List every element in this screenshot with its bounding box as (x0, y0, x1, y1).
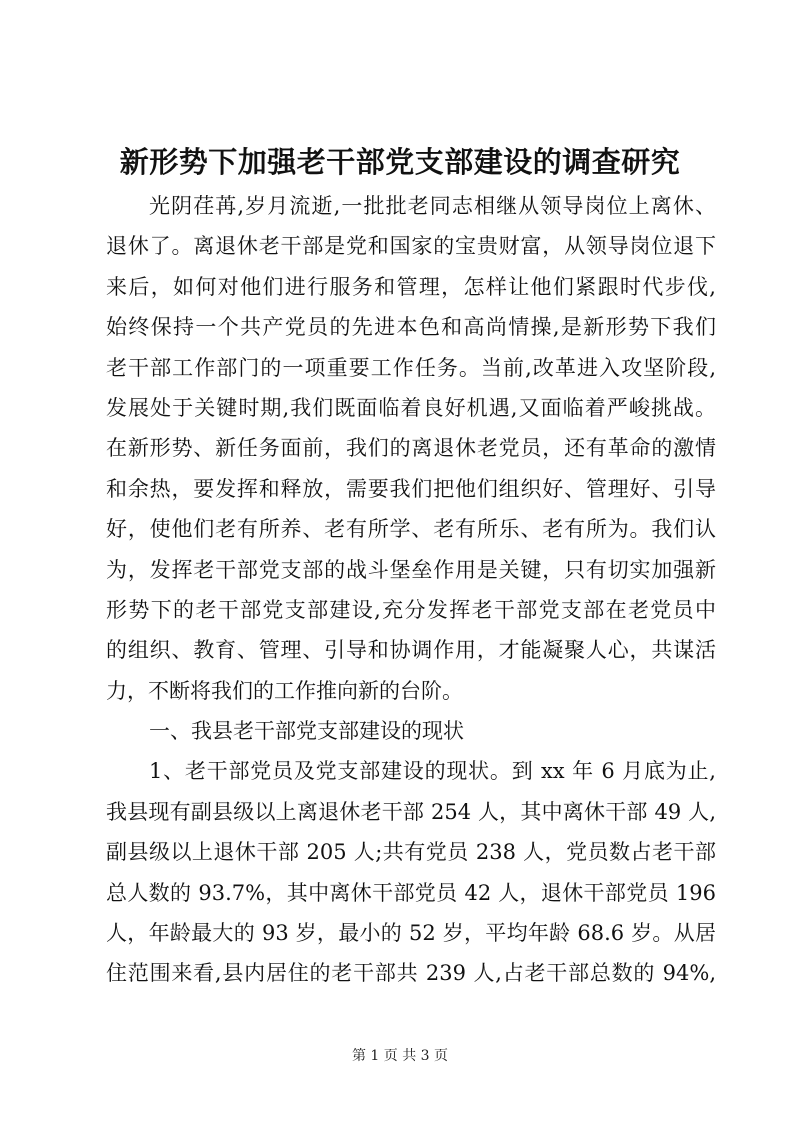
body-line: 老干部工作部门的一项重要工作任务。当前,改革进入攻坚阶段, (106, 355, 716, 380)
body-line: 形势下的老干部党支部建设,充分发挥老干部党支部在老党员中 (106, 597, 716, 622)
section-heading: 一、我县老干部党支部建设的现状 (149, 719, 464, 744)
body-line: 住范围来看,县内居住的老干部共 239 人,占老干部总数的 94%, (106, 961, 716, 986)
body-line: 总人数的 93.7%，其中离休干部党员 42 人，退休干部党员 196 (106, 880, 716, 905)
body-line: 光阴荏苒,岁月流逝,一批批老同志相继从领导岗位上离休、 (149, 194, 716, 218)
body-line: 1、老干部党员及党支部建设的现状。到 xx 年 6 月底为止, (149, 759, 716, 784)
body-line: 始终保持一个共产党员的先进本色和高尚情操,是新形势下我们 (106, 315, 716, 340)
document-title: 新形势下加强老干部党支部建设的调查研究 (119, 145, 681, 179)
body-line: 和余热，要发挥和释放，需要我们把他们组织好、管理好、引导 (106, 476, 716, 501)
body-line: 退休了。离退休老干部是党和国家的宝贵财富，从领导岗位退下 (106, 234, 716, 259)
document-body (106, 186, 716, 994)
body-line: 为，发挥老干部党支部的战斗堡垒作用是关键，只有切实加强新 (106, 557, 716, 582)
body-line: 人，年龄最大的 93 岁，最小的 52 岁，平均年龄 68.6 岁。从居 (106, 921, 716, 946)
body-line: 副县级以上退休干部 205 人;共有党员 238 人，党员数占老干部 (106, 840, 716, 865)
body-line: 好，使他们老有所养、老有所学、老有所乐、老有所为。我们认 (106, 517, 716, 542)
body-line: 来后，如何对他们进行服务和管理，怎样让他们紧跟时代步伐, (106, 274, 716, 299)
body-line: 的组织、教育、管理、引导和协调作用，才能凝聚人心，共谋活 (106, 638, 716, 663)
body-line: 在新形势、新任务面前，我们的离退休老党员，还有革命的激情 (106, 436, 716, 461)
body-line: 我县现有副县级以上离退休老干部 254 人，其中离休干部 49 人, (106, 799, 716, 824)
page-number-footer: 第 1 页 共 3 页 (351, 1048, 449, 1064)
body-line: 力，不断将我们的工作推向新的台阶。 (106, 678, 463, 703)
body-line: 发展处于关键时期,我们既面临着良好机遇,又面临着严峻挑战。 (106, 395, 716, 420)
